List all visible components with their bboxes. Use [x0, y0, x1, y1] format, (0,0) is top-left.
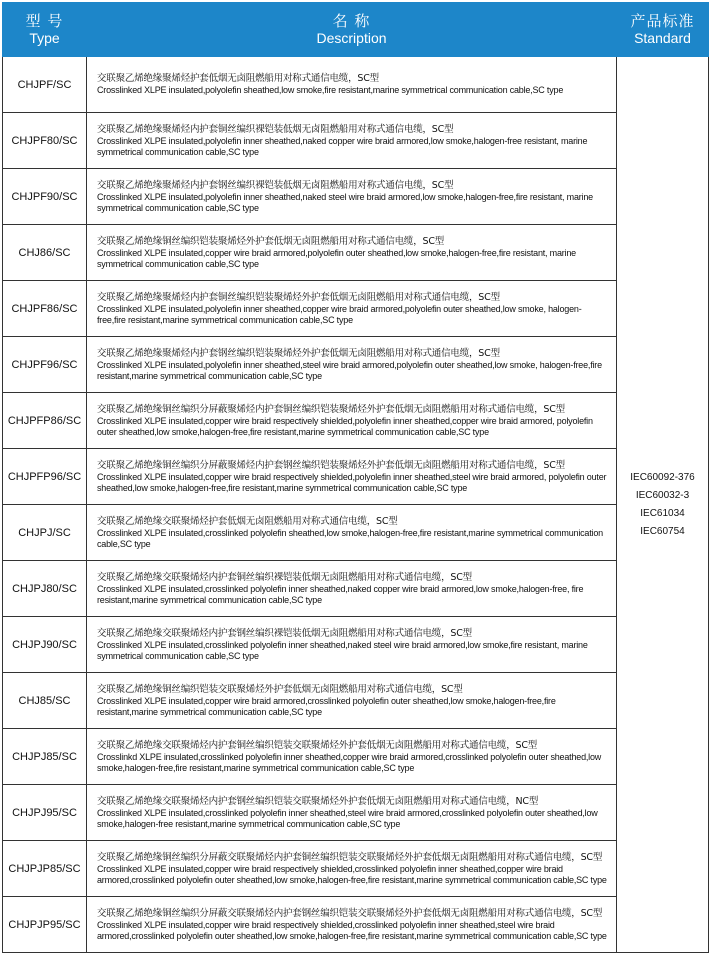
row-description-en: Crosslinked XLPE insulated,copper wire braid armored,crosslinked polyolefin outer sheathed,low smoke,halogen-free,fire resistant,marine symmetrical communication cable,SC type: [97, 695, 556, 717]
header-description-en: Description: [316, 29, 387, 46]
header-standard-zh: 产品标准: [630, 11, 695, 30]
table-row: [3, 841, 709, 897]
row-description-zh: 交联聚乙烯绝缘聚烯烃护套低烟无卤阻燃船用对称式通信电缆，SC型: [97, 73, 379, 84]
row-description: [87, 449, 617, 505]
header-description: [87, 3, 617, 57]
row-description: [87, 113, 617, 169]
table-row: [3, 729, 709, 785]
table-row: [3, 449, 709, 505]
row-type-code: CHJ86/SC: [3, 225, 87, 281]
row-description-zh: 交联聚乙烯绝缘聚烯烃内护套钢丝编织裸铠装低烟无卤阻燃船用对称式通信电缆，SC型: [97, 179, 454, 191]
row-description: [87, 57, 617, 113]
row-type-code: CHJPJ95/SC: [3, 785, 87, 841]
row-type-code: CHJPF96/SC: [3, 337, 87, 393]
row-type-code: CHJPJ85/SC: [3, 729, 87, 785]
row-description-en: Crosslinked XLPE insulated,crosslinked polyolefin inner sheathed,naked copper wire braid armored,low smoke,halogen-free, fire resistant,marine symmetrical communication cable,SC type: [97, 583, 584, 605]
row-type-code: CHJPJP95/SC: [3, 897, 87, 953]
row-description: [87, 561, 617, 617]
row-description-en: Crosslinked XLPE insulated,copper wire braid respectively shielded,polyolefin inner sheathed,steel wire braid armored, polyolefin outer sheathed,low smoke,halogen-free,fire resistant,marine symmetrical communication cable,SC type: [97, 471, 607, 493]
row-description-zh: 交联聚乙烯绝缘聚烯烃内护套钢丝编织铠装聚烯烃外护套低烟无卤阻燃船用对称式通信电缆，SC型: [97, 347, 500, 359]
row-description-en: Crosslinked XLPE insulated,polyolefin inner sheathed,steel wire braid armored,polyolefin outer sheathed,low smoke, halogen-free,fire resistant,marine symmetrical communication cable,SC type: [97, 359, 602, 381]
row-description-en: Crosslinked XLPE insulated,crosslinked polyolefin inner sheathed,steel wire braid armored,crosslinked polyolefin outer sheathed,low smoke,halogen-free resistant,marine symmetrical communication cable,SC type: [97, 807, 598, 829]
row-description: [87, 673, 617, 729]
row-description-en: Crosslinked XLPE insulated,polyolefin inner sheathed,naked copper wire braid armored,low smoke,halogen-free resistant, marine symmetrical communication cable,SC type: [97, 135, 588, 157]
standard-item: IEC60754: [640, 525, 685, 537]
row-description: [87, 785, 617, 841]
row-description: [87, 505, 617, 561]
row-description: [87, 841, 617, 897]
row-description-en: Crosslinked XLPE insulated,polyolefin sheathed,low smoke,fire resistant,marine symmetrical communication cable,SC type: [97, 85, 564, 95]
table-row: [3, 57, 709, 113]
row-type-code: CHJPF86/SC: [3, 281, 87, 337]
row-description-en: Crosslinked XLPE insulated,polyolefin inner sheathed,naked steel wire braid armored,low smoke,halogen-free,fire resistant, marine symmetrical communication cable,SC type: [97, 191, 593, 213]
row-description: [87, 225, 617, 281]
row-type-code: CHJPF/SC: [3, 57, 87, 113]
row-description-zh: 交联聚乙烯绝缘铜丝编织分屏蔽交联聚烯烃内护套铜丝编织铠装交联聚烯烃外护套低烟无卤阻燃船用对称式通信电缆，SC型: [97, 851, 603, 863]
row-description-zh: 交联聚乙烯绝缘铜丝编织铠装交联聚烯烃外护套低烟无卤阻燃船用对称式通信电缆，SC型: [97, 683, 463, 695]
row-description-en: Crosslinked XLPE insulated,copper wire braid respectively shielded,crosslinked polyolefin inner sheathed,steel wire braid armored,crosslinked polyolefin outer sheathed,low smoke,halogen-free,fire resistant,marine symmetrical communication cable,SC type: [97, 919, 607, 941]
table-row: [3, 113, 709, 169]
standard-item: IEC60092-376: [630, 471, 695, 483]
row-description-zh: 交联聚乙烯绝缘铜丝编织分屏蔽聚烯烃内护套钢丝编织铠装聚烯烃外护套低烟无卤阻燃船用对称式通信电缆，SC型: [97, 459, 565, 471]
table-row: [3, 673, 709, 729]
row-type-code: CHJPFP86/SC: [3, 393, 87, 449]
row-description-en: Crosslinked XLPE insulated,polyolefin inner sheathed,copper wire braid armored,polyolefin outer sheathed,low smoke, halogen-free,fire resistant,marine symmetrical communication cable,SC type: [97, 303, 582, 325]
row-description-zh: 交联聚乙烯绝缘铜丝编织分屏蔽聚烯烃内护套铜丝编织铠装聚烯烃外护套低烟无卤阻燃船用对称式通信电缆，SC型: [97, 403, 565, 415]
row-description-zh: 交联聚乙烯绝缘聚烯烃内护套铜丝编织裸铠装低烟无卤阻燃船用对称式通信电缆，SC型: [97, 123, 454, 135]
header-description-zh: 名 称: [332, 11, 371, 30]
table-row: [3, 897, 709, 953]
row-description-zh: 交联聚乙烯绝缘交联聚烯烃内护套铜丝编织铠装交联聚烯烃外护套低烟无卤阻燃船用对称式通信电缆，SC型: [97, 739, 538, 751]
row-description: [87, 169, 617, 225]
table-row: [3, 169, 709, 225]
row-type-code: CHJPF90/SC: [3, 169, 87, 225]
cable-spec-table-wrapper: [2, 2, 708, 968]
standards-cell: [617, 57, 709, 953]
row-description-zh: 交联聚乙烯绝缘交联聚烯烃内护套铜丝编织裸铠装低烟无卤阻燃船用对称式通信电缆，SC型: [97, 571, 472, 583]
row-description-en: Crosslinked XLPE insulated,crosslinked polyolefin inner sheathed,naked steel wire braid armored,low smoke,fire resistant, marine symmetrical communication cable,SC type: [97, 639, 588, 661]
row-description-zh: 交联聚乙烯绝缘交联聚烯烃内护套钢丝编织铠装交联聚烯烃外护套低烟无卤阻燃船用对称式通信电缆，NC型: [97, 795, 539, 807]
row-description: [87, 393, 617, 449]
row-description: [87, 729, 617, 785]
table-row: [3, 225, 709, 281]
standard-item: IEC60032-3: [635, 489, 690, 501]
table-row: [3, 505, 709, 561]
standard-item: IEC61034: [640, 507, 685, 519]
row-type-code: CHJPJ90/SC: [3, 617, 87, 673]
table-body: [3, 57, 709, 953]
cable-spec-table: [2, 2, 709, 953]
row-type-code: CHJ85/SC: [3, 673, 87, 729]
header-type-en: Type: [29, 29, 60, 46]
row-description: [87, 897, 617, 953]
row-description: [87, 281, 617, 337]
row-description: [87, 617, 617, 673]
row-type-code: CHJPJP85/SC: [3, 841, 87, 897]
row-type-code: CHJPF80/SC: [3, 113, 87, 169]
table-row: [3, 393, 709, 449]
row-description-zh: 交联聚乙烯绝缘交联聚烯烃护套低烟无卤阻燃船用对称式通信电缆，SC型: [97, 515, 398, 527]
row-description-en: Crosslinkd XLPE insulated,crosslinked polyolefin inner sheathed,copper wire braid armored,crosslinked polyolefin outer sheathed,low smoke,halogen-free,fire resistant,marine symmetrical communication cable,SC type: [97, 751, 602, 773]
row-description: [87, 337, 617, 393]
header-type-zh: 型 号: [25, 11, 64, 30]
row-description-en: Crosslinked XLPE insulated,copper wire braid respectively shielded,crosslinked polyolefin inner sheathed,copper wire braid armored,crosslinked polyolefin outer sheathed,low smoke,halogen-free,fire resistant,marine symmetrical communication cable,SC type: [97, 863, 607, 885]
table-row: [3, 281, 709, 337]
table-row: [3, 617, 709, 673]
row-type-code: CHJPJ80/SC: [3, 561, 87, 617]
row-type-code: CHJPFP96/SC: [3, 449, 87, 505]
row-description-en: Crosslinked XLPE insulated,copper wire braid armored,polyolefin outer sheathed,low smoke,halogen-free,fire resistant, marine symmetrical communication cable,SC type: [97, 247, 576, 269]
row-description-zh: 交联聚乙烯绝缘交联聚烯烃内护套钢丝编织裸铠装低烟无卤阻燃船用对称式通信电缆，SC型: [97, 627, 472, 639]
header-type: [3, 3, 87, 57]
row-description-zh: 交联聚乙烯绝缘聚烯烃内护套铜丝编织铠装聚烯烃外护套低烟无卤阻燃船用对称式通信电缆，SC型: [97, 291, 500, 303]
table-row: [3, 561, 709, 617]
header-standard-en: Standard: [634, 29, 691, 46]
row-type-code: CHJPJ/SC: [3, 505, 87, 561]
table-row: [3, 337, 709, 393]
row-description-en: Crosslinked XLPE insulated,copper wire braid respectively shielded,polyolefin inner sheathed,copper wire braid armored, polyolefin outer sheathed,low smoke,halogen-free,fire resistant,marine symmetrical communication cable,SC type: [97, 415, 593, 437]
table-row: [3, 785, 709, 841]
table-header: [3, 3, 709, 57]
row-description-zh: 交联聚乙烯绝缘铜丝编织铠装聚烯烃外护套低烟无卤阻燃船用对称式通信电缆，SC型: [97, 235, 445, 247]
header-standard: [617, 3, 709, 57]
row-description-en: Crosslinked XLPE insulated,crosslinked polyolefin sheathed,low smoke,halogen-free,fire resistant,marine symmetrical communication cable,SC type: [97, 527, 603, 549]
row-description-zh: 交联聚乙烯绝缘铜丝编织分屏蔽交联聚烯烃内护套钢丝编织铠装交联聚烯烃外护套低烟无卤阻燃船用对称式通信电缆，SC型: [97, 907, 603, 919]
